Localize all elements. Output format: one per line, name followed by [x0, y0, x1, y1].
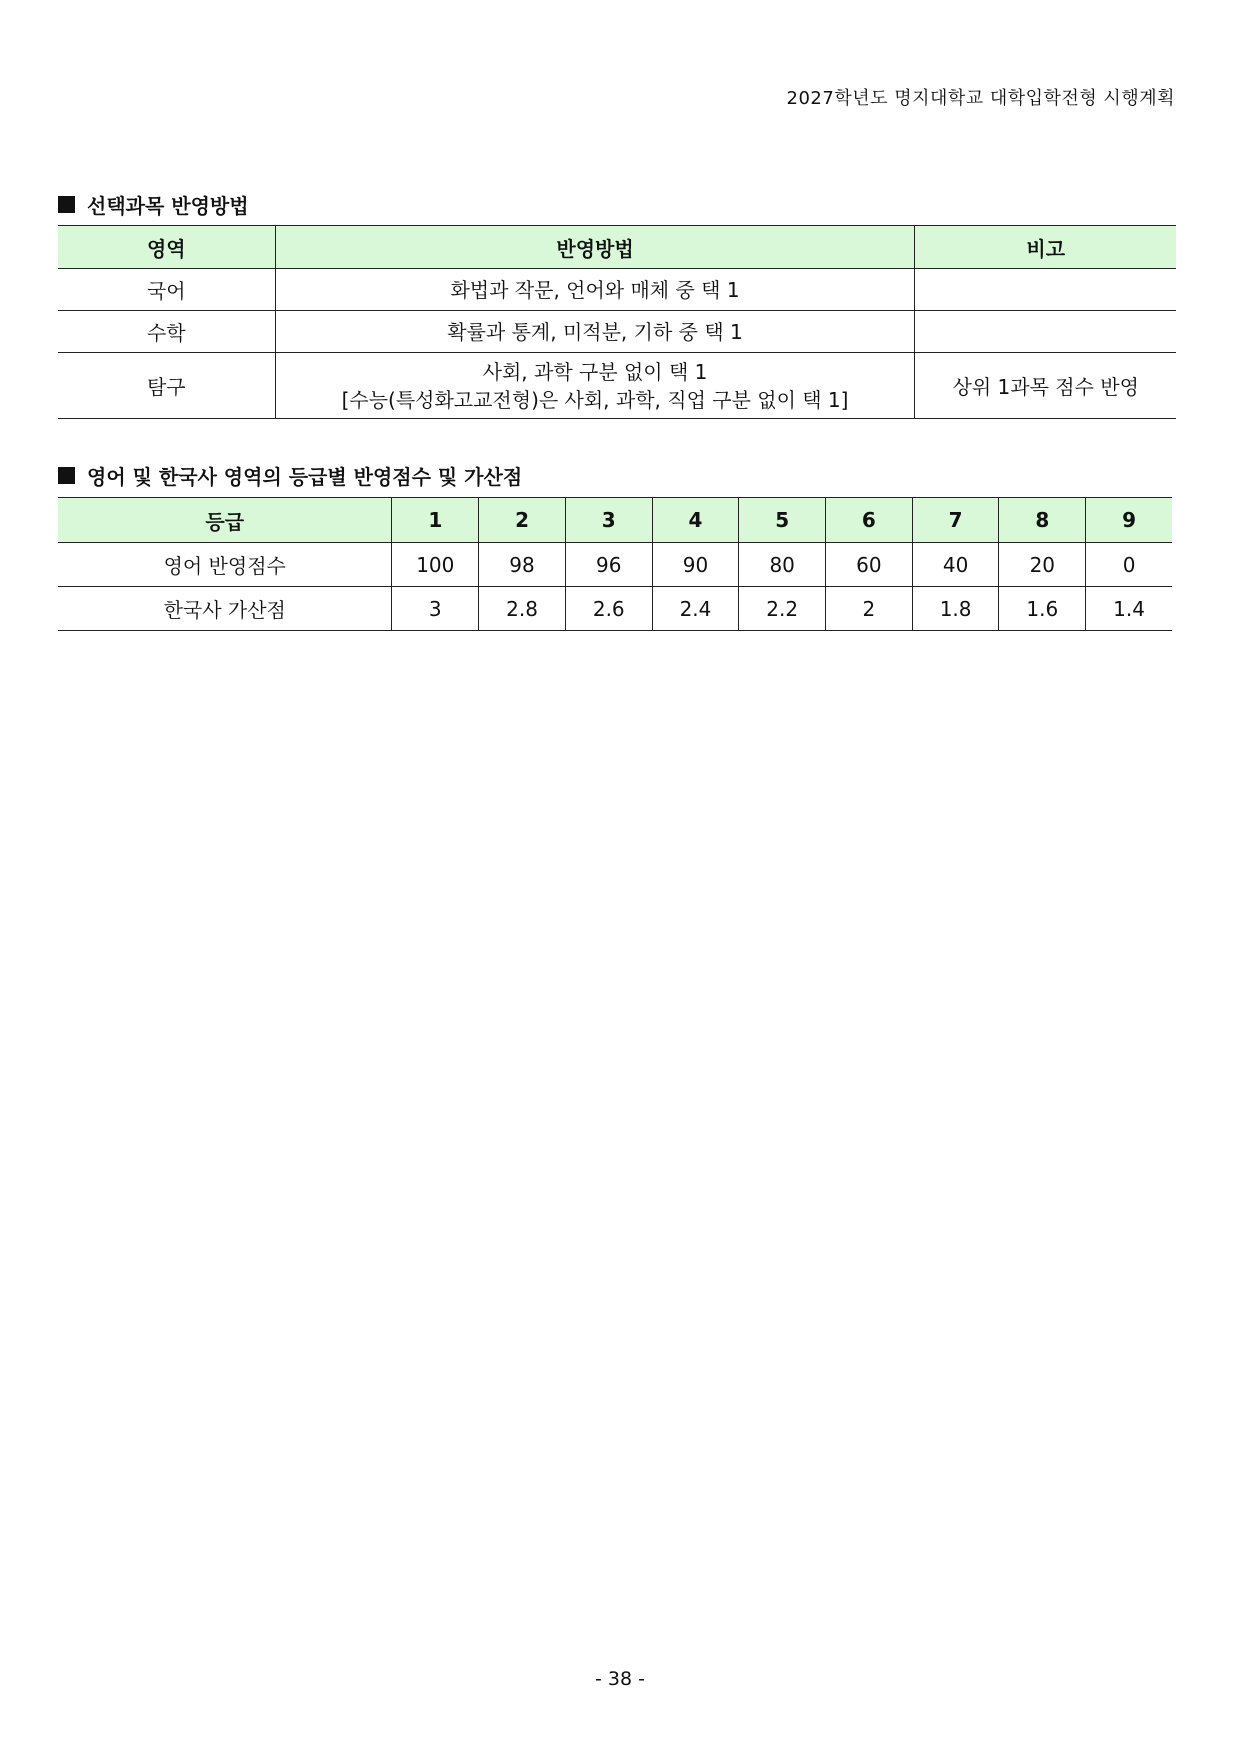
area-cell: 국어 [58, 269, 275, 311]
row-label-cell: 한국사 가산점 [58, 587, 392, 631]
table-header-row [58, 498, 1172, 543]
score-cell: 20 [999, 543, 1086, 587]
score-cell: 96 [565, 543, 652, 587]
score-cell: 2 [826, 587, 913, 631]
page-number: - 38 - [595, 1668, 645, 1690]
score-cell: 1.4 [1086, 587, 1172, 631]
column-header-area: 영역 [58, 226, 275, 269]
grade-header-cell: 5 [739, 498, 826, 543]
note-cell [915, 269, 1176, 311]
grade-header-cell: 6 [826, 498, 913, 543]
grade-header-cell: 3 [565, 498, 652, 543]
table-header-row [58, 226, 1176, 269]
section-title-grade-scores [58, 461, 522, 490]
method-cell [275, 269, 915, 311]
score-cell: 1.6 [999, 587, 1086, 631]
grade-header-cell: 2 [479, 498, 566, 543]
row-label-cell: 영어 반영점수 [58, 543, 392, 587]
score-cell: 2.2 [739, 587, 826, 631]
method-line: 사회, 과학 구분 없이 택 1 [482, 359, 708, 384]
black-square-bullet-icon [58, 196, 75, 213]
score-cell: 90 [652, 543, 739, 587]
score-cell: 80 [739, 543, 826, 587]
table-row [58, 587, 1172, 631]
score-cell: 40 [912, 543, 999, 587]
method-line: 확률과 통계, 미적분, 기하 중 택 1 [447, 319, 743, 344]
score-cell: 2.8 [479, 587, 566, 631]
score-cell: 2.4 [652, 587, 739, 631]
column-header-grade: 등급 [58, 498, 392, 543]
grade-header-cell: 7 [912, 498, 999, 543]
grade-header-cell: 1 [392, 498, 479, 543]
table-row [58, 269, 1176, 311]
section-title-elective-subjects [58, 190, 249, 219]
note-cell [915, 311, 1176, 353]
section-title-text: 선택과목 반영방법 [87, 194, 249, 218]
score-cell: 98 [479, 543, 566, 587]
black-square-bullet-icon [58, 467, 75, 484]
grade-header-cell: 4 [652, 498, 739, 543]
table-row [58, 311, 1176, 353]
grade-scores-table [58, 497, 1172, 631]
document-header: 2027학년도 명지대학교 대학입학전형 시행계획 [786, 88, 1175, 109]
area-cell: 탐구 [58, 353, 275, 419]
score-cell: 3 [392, 587, 479, 631]
grade-header-cell: 8 [999, 498, 1086, 543]
elective-subjects-table [58, 225, 1176, 419]
score-cell: 100 [392, 543, 479, 587]
method-cell [275, 311, 915, 353]
table-row [58, 353, 1176, 419]
column-header-method: 반영방법 [275, 226, 915, 269]
method-line: [수능(특성화고교전형)은 사회, 과학, 직업 구분 없이 택 1] [341, 387, 849, 412]
score-cell: 60 [826, 543, 913, 587]
grade-header-cell: 9 [1086, 498, 1172, 543]
method-line: 화법과 작문, 언어와 매체 중 택 1 [450, 277, 740, 302]
area-cell: 수학 [58, 311, 275, 353]
score-cell: 1.8 [912, 587, 999, 631]
score-cell: 2.6 [565, 587, 652, 631]
table-row [58, 543, 1172, 587]
section-title-text: 영어 및 한국사 영역의 등급별 반영점수 및 가산점 [87, 465, 523, 489]
column-header-note: 비고 [915, 226, 1176, 269]
score-cell: 0 [1086, 543, 1172, 587]
method-cell [275, 353, 915, 419]
note-cell: 상위 1과목 점수 반영 [915, 353, 1176, 419]
